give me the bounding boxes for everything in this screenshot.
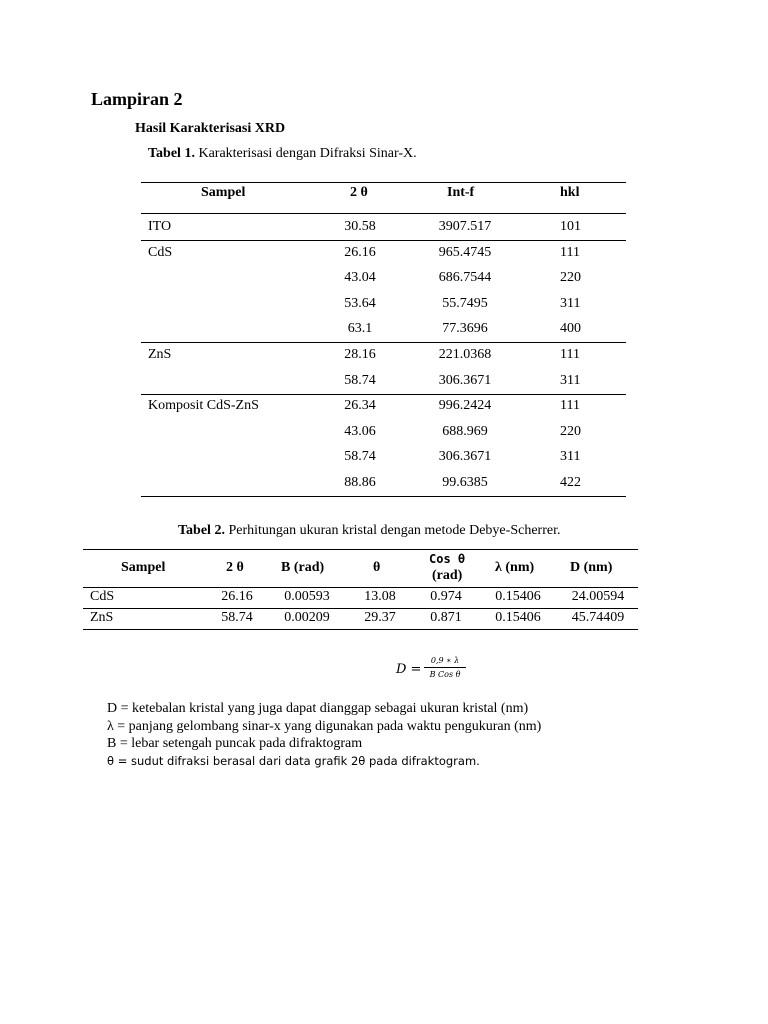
table1-cell: 306.3671: [438, 372, 492, 388]
table1-cell: 28.16: [344, 347, 376, 362]
table1-header-rule: [141, 213, 626, 214]
table1-cell: 55.7495: [442, 295, 488, 311]
table1-cell: 26.34: [344, 398, 376, 414]
table1-cell: 88.86: [344, 475, 376, 490]
table1-cell: 43.04: [344, 270, 376, 286]
table2-cell: 24.00594: [571, 589, 625, 604]
table1-cell-sampel: Komposit CdS-ZnS: [148, 398, 259, 414]
table1-header-intf: Int-f: [447, 185, 475, 200]
table1-header-2theta: 2 θ: [350, 185, 368, 200]
table2-header-sampel: Sampel: [121, 560, 166, 575]
table1-cell: 422: [560, 475, 581, 490]
table2-cell: 0.00593: [284, 589, 330, 604]
definition-b: B = lebar setengah puncak pada difraktogram: [107, 736, 363, 751]
definition-theta: θ = sudut difraksi berasal dari data grafik 2θ pada difraktogram.: [107, 753, 480, 768]
table1-header-sampel: Sampel: [201, 185, 246, 200]
table1-caption-text: Karakterisasi dengan Difraksi Sinar-X.: [194, 146, 417, 161]
formula-fraction-bar: [424, 667, 466, 668]
table1-cell: 311: [560, 449, 581, 465]
table1-cell: 400: [560, 321, 581, 337]
table1-top-rule: [141, 182, 626, 183]
table2-cell: 0.871: [430, 610, 462, 625]
table2-caption-text: Perhitungan ukuran kristal dengan metode Debye-Scherrer.: [224, 523, 561, 538]
table1-group-rule: [141, 342, 626, 343]
table1-cell: 965.4745: [438, 244, 492, 260]
table1-cell: 220: [560, 423, 581, 439]
table1-cell: 99.6385: [442, 475, 488, 490]
appendix-title: Lampiran 2: [91, 89, 183, 109]
table2-cell-sampel: CdS: [90, 589, 115, 604]
table1-cell: 53.64: [344, 295, 376, 311]
table2-cell: 26.16: [221, 589, 253, 604]
table2-header-lambda: λ (nm): [495, 560, 535, 575]
table1-cell-sampel: ZnS: [148, 347, 172, 362]
table2-cell: 45.74409: [571, 610, 625, 625]
table2-caption-label: Tabel 2.: [178, 523, 225, 538]
formula-fraction: [424, 655, 466, 680]
table2-caption: [178, 523, 560, 539]
table2-header-b: B (rad): [281, 560, 325, 575]
table1-cell: 311: [560, 295, 581, 311]
table1-cell: 111: [560, 347, 580, 362]
table2-cell: 0.15406: [495, 610, 541, 625]
table2-header-d: D (nm): [570, 560, 613, 575]
table2-cell: 0.974: [430, 589, 462, 604]
table2-header-theta: θ: [373, 560, 381, 575]
table1-cell: 220: [560, 270, 581, 286]
table1-cell: 58.74: [344, 449, 376, 465]
table1-cell: 63.1: [347, 321, 373, 337]
formula-numerator: 0,9 ∗ λ: [430, 656, 460, 665]
table1-cell-sampel: CdS: [148, 244, 173, 260]
table1-cell: 111: [560, 398, 580, 414]
table1-cell: 306.3671: [438, 449, 492, 465]
table1-group-rule: [141, 240, 626, 241]
table2-cell-sampel: ZnS: [90, 610, 114, 625]
table2-header-2theta: 2 θ: [226, 560, 244, 575]
table2-header-cos: Cos θ: [429, 552, 466, 566]
table1-cell: 686.7544: [438, 270, 492, 286]
formula-denominator: B Cos θ: [429, 670, 461, 679]
table1-bottom-rule: [141, 496, 626, 497]
definitions-list: [107, 700, 541, 770]
table1-cell: 58.74: [344, 372, 376, 388]
table1-cell: 221.0368: [438, 347, 492, 362]
table2-row-rule: [83, 608, 638, 609]
table2-cell: 58.74: [221, 610, 253, 625]
table2-top-rule: [83, 549, 638, 550]
table1-cell: 3907.517: [438, 219, 492, 234]
definition-d: D = ketebalan kristal yang juga dapat dianggap sebagai ukuran kristal (nm): [107, 701, 529, 716]
definition-lambda: λ = panjang gelombang sinar-x yang digunakan pada waktu pengukuran (nm): [107, 718, 542, 734]
table1-cell: 688.969: [442, 423, 488, 439]
table1-cell: 996.2424: [438, 398, 492, 414]
table1-cell: 43.06: [344, 423, 376, 439]
table2-header-rule: [83, 587, 638, 588]
table1-cell: 77.3696: [442, 321, 488, 337]
table2-cell: 0.00209: [284, 610, 330, 625]
table1-caption: [148, 146, 417, 162]
table1-cell-sampel: ITO: [148, 219, 172, 234]
section-title: Hasil Karakterisasi XRD: [135, 121, 286, 136]
table2-cell: 0.15406: [495, 589, 541, 604]
table1-cell: 101: [560, 219, 581, 234]
table2-cell: 29.37: [364, 610, 396, 625]
table1-caption-label: Tabel 1.: [148, 146, 195, 161]
table2-cell: 13.08: [364, 589, 396, 604]
table1-cell: 26.16: [344, 244, 376, 260]
table1-cell: 311: [560, 372, 581, 388]
table1-cell: 111: [560, 244, 580, 260]
table2-bottom-rule: [83, 629, 638, 630]
table1-cell: 30.58: [344, 219, 376, 234]
table2-header-cos-unit: (rad): [432, 568, 463, 583]
table1-group-rule: [141, 394, 626, 395]
formula-lhs: D =: [396, 662, 422, 677]
table1-header-hkl: hkl: [560, 185, 580, 200]
